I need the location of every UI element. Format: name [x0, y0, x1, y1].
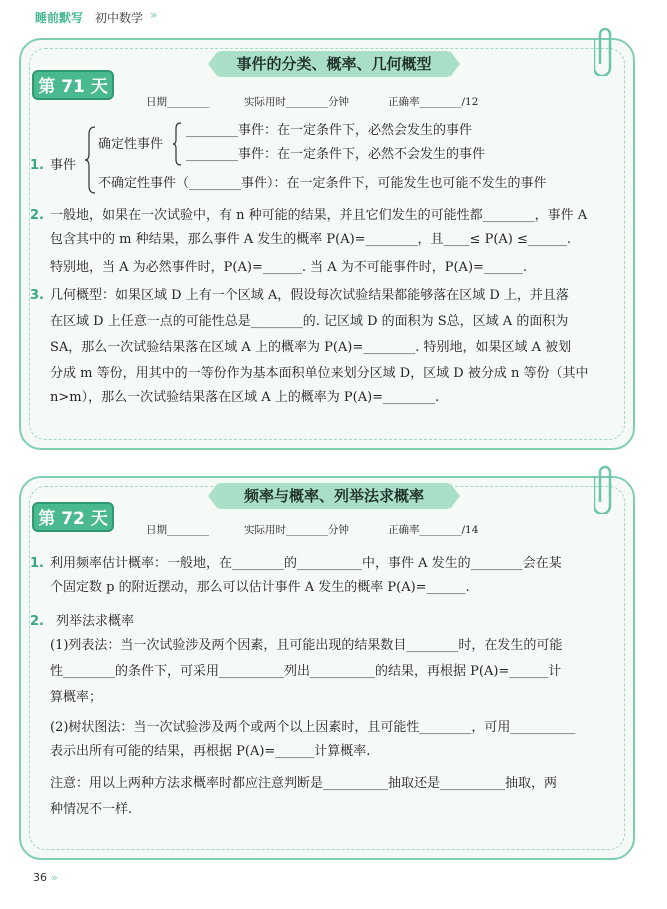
page-header	[0, 0, 667, 30]
brace-icon	[84, 126, 96, 194]
paperclip-icon	[594, 24, 616, 76]
text-line: 性________的条件下，可采用__________列出__________的结果，再根据 P(A)=______计	[50, 664, 562, 679]
day71-badge: 第 71 天	[32, 70, 114, 100]
text-line: 利用频率估计概率：一般地，在________的__________中，事件 A 发生的________会在某	[50, 556, 562, 571]
brand-label: 睡前默写	[35, 11, 84, 25]
day72-title: 频率与概率、列举法求概率	[218, 483, 450, 509]
text-line: 几何概型：如果区域 D 上有一个区域 A，假设每次试验结果都能够落在区域 D 上，并且落	[50, 288, 569, 303]
item-number: 1.	[30, 158, 44, 173]
text-line: SA，那么一次试验结果落在区域 A 上的概率为 P(A)=________. 特别地，如果区域 A 被划	[50, 340, 572, 355]
text-line: 在区域 D 上任意一点的可能性总是________的. 记区域 D 的面积为 S总，区域 A 的面积为	[50, 314, 569, 329]
note-line: 注意：用以上两种方法求概率时都应注意判断是__________抽取还是__________抽取，两	[50, 776, 558, 791]
page-number: 36	[33, 871, 47, 884]
item-number: 1.	[30, 556, 44, 571]
impossible-event-line: ________事件：在一定条件下，必然不会发生的事件	[186, 147, 486, 162]
random-event-line: 不确定性事件（________事件）：在一定条件下，可能发生也可能不发生的事件	[98, 176, 547, 191]
section-heading: 列举法求概率	[56, 614, 135, 629]
time-field: 实际用时________分钟	[244, 524, 349, 536]
text-line: (2)树状图法：当一次试验涉及两个或两个以上因素时，且可能性________，可用__________	[50, 720, 576, 735]
certain-event-line: ________事件：在一定条件下，必然会发生的事件	[186, 123, 473, 138]
day72-badge: 第 72 天	[32, 502, 114, 532]
text-line: 算概率；	[50, 690, 103, 705]
text-line: 个固定数 p 的附近摆动，那么可以估计事件 A 发生的概率 P(A)=______.	[50, 580, 470, 595]
certain-event-label: 确定性事件	[98, 137, 164, 152]
item-number: 2.	[30, 208, 44, 223]
note-line: 种情况不一样.	[50, 802, 133, 817]
accuracy-field: 正确率________/14	[388, 524, 479, 536]
accuracy-field: 正确率________/12	[388, 96, 479, 108]
text-line: 表示出所有可能的结果，再根据 P(A)=______计算概率.	[50, 744, 371, 759]
footer-chevron-icon: »	[51, 871, 58, 884]
date-field: 日期________	[146, 96, 209, 108]
date-field: 日期________	[146, 524, 209, 536]
event-label: 事件	[50, 158, 77, 173]
subject-label: 初中数学	[95, 11, 144, 25]
header-chevron-icon: »	[150, 8, 158, 22]
text-line: 特别地，当 A 为必然事件时，P(A)=______. 当 A 为不可能事件时，P(A)=______.	[50, 260, 528, 275]
text-line: 分成 m 等份，用其中的一等份作为基本面积单位来划分区域 D，区域 D 被分成 n 等份（其中	[50, 366, 589, 381]
text-line: 包含其中的 m 种结果，那么事件 A 发生的概率 P(A)=________，且____≤ P(A) ≤______.	[50, 232, 572, 247]
item-number: 2.	[30, 614, 44, 629]
brace-icon	[172, 122, 182, 166]
page-footer	[33, 871, 58, 884]
day71-title: 事件的分类、概率、几何概型	[218, 51, 450, 77]
text-line: 一般地，如果在一次试验中，有 n 种可能的结果，并且它们发生的可能性都________，事件 A	[50, 208, 588, 223]
text-line: n>m），那么一次试验结果落在区域 A 上的概率为 P(A)=________.	[50, 390, 440, 405]
text-line: (1)列表法：当一次试验涉及两个因素，且可能出现的结果数目________时，在发生的可能	[50, 638, 563, 653]
time-field: 实际用时________分钟	[244, 96, 349, 108]
item-number: 3.	[30, 288, 44, 303]
paperclip-icon	[594, 462, 616, 514]
